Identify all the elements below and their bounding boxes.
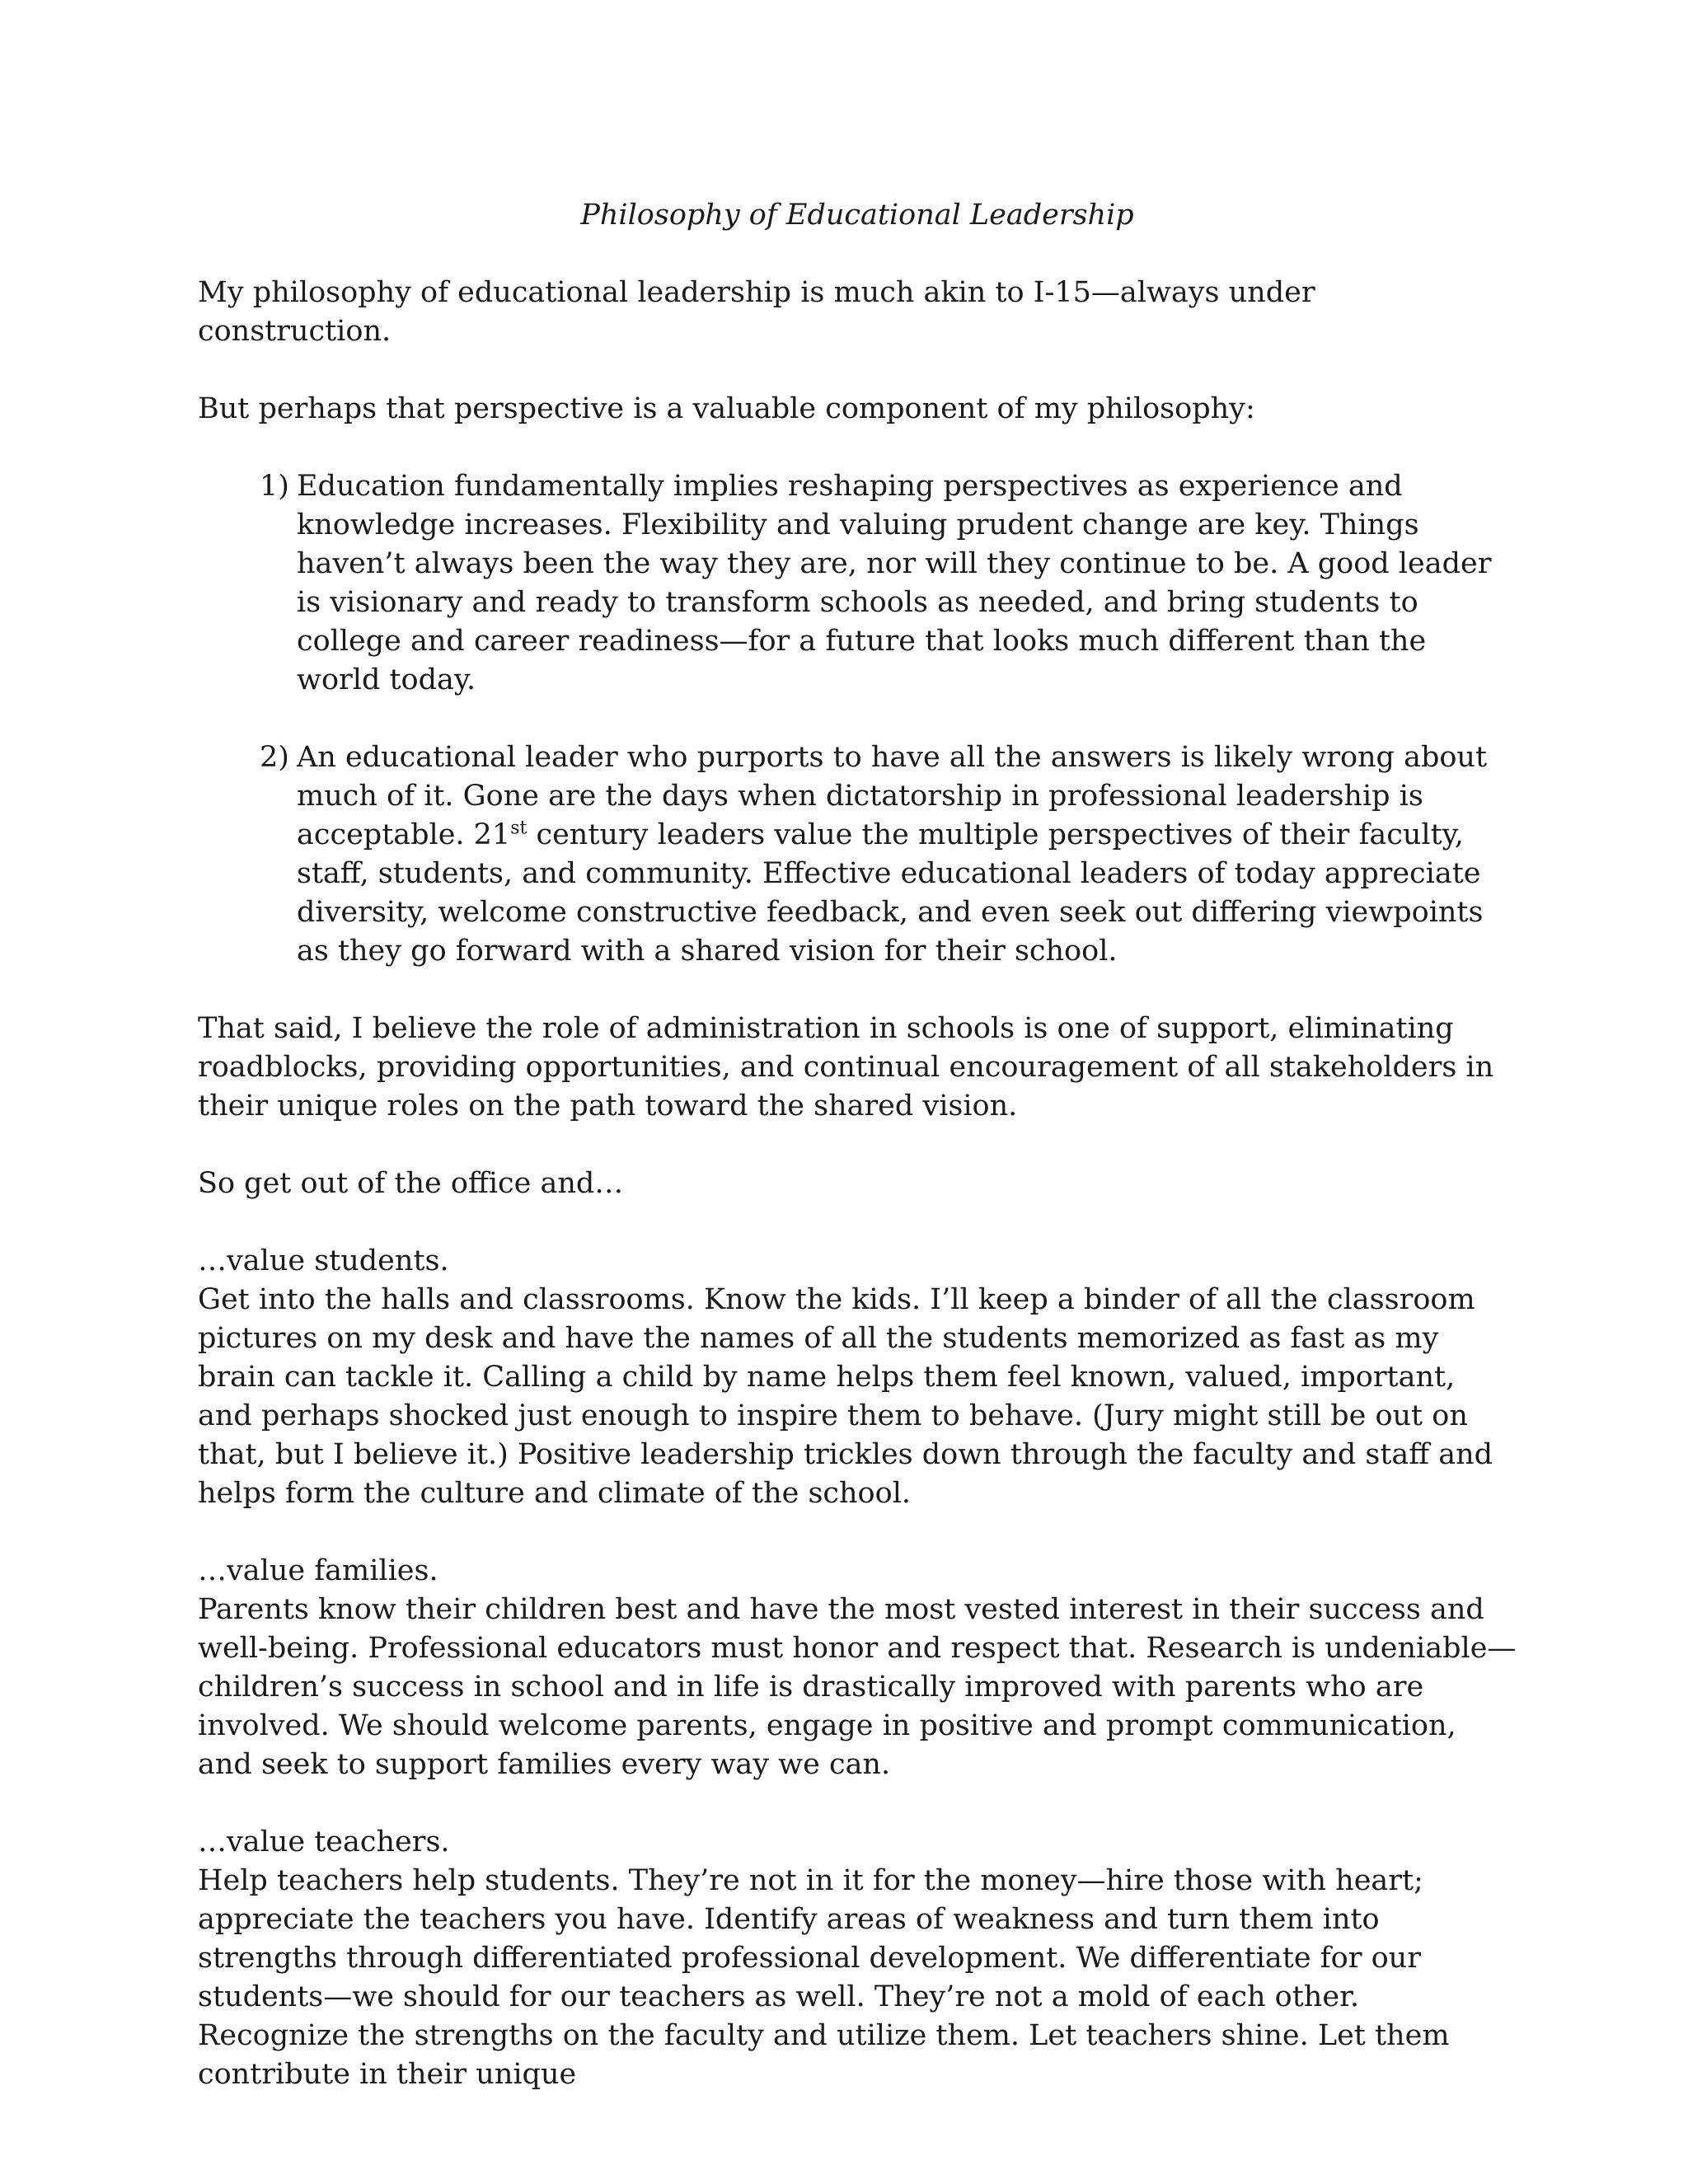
point-number: 2): [260, 741, 289, 774]
section-heading: …value teachers.: [198, 1825, 450, 1858]
point-text: [297, 741, 1487, 968]
point-number: 1): [260, 470, 289, 503]
point-item: [260, 738, 1517, 971]
section-body: Get into the halls and classrooms. Know the kids. I’ll keep a binder of all the classroom pictures on my desk and have the names of all the students memorized as fast as my brain can tackle it. Calling a child by name helps them feel known, valued, important, and perhaps shocked just enough to inspire them to behave. (Jury might still be out on that, but I believe it.) Positive leadership trickles down through the faculty and staff and helps form the culture and climate of the school.: [198, 1283, 1493, 1510]
point-text: Education fundamentally implies reshaping perspectives as experience and knowledge increases. Flexibility and valuing prudent change are key. Things haven’t always been the way they are, nor will they continue to be. A good leader is visionary and ready to transform schools as needed, and bring students to college and career readiness—for a future that looks much different than the world today.: [297, 470, 1492, 696]
point-item: [260, 467, 1517, 700]
point-text-end: century leaders value the multiple perspectives of their faculty, staff, students, and community. Effective educational leaders of today appreciate diversity, welcome constructive feedback, and even seek out differing viewpoints as they go forward with a shared vision for their school.: [297, 818, 1484, 968]
section-value-families: [198, 1552, 1517, 1784]
section-heading: …value families.: [198, 1554, 438, 1587]
section-value-teachers: [198, 1823, 1517, 2094]
ordinal-superscript: st: [510, 818, 528, 839]
section-heading: …value students.: [198, 1244, 449, 1277]
numbered-points: [198, 467, 1517, 971]
transition-paragraph: So get out of the office and…: [198, 1167, 624, 1200]
document-body: [198, 196, 1517, 2133]
role-paragraph: That said, I believe the role of administration in schools is one of support, eliminating roadblocks, providing opportunities, and continual encouragement of all stakeholders in their unique roles on the path toward the shared vision.: [198, 1012, 1494, 1122]
document-title: Philosophy of Educational Leadership: [580, 199, 1134, 232]
section-body: Parents know their children best and have the most vested interest in their success and well-being. Professional educators must honor and respect that. Research is undeniable—children’s success in school and in life is drastically improved with parents who are involved. We should welcome parents, engage in positive and prompt communication, and seek to support families every way we can.: [198, 1593, 1517, 1781]
point-text-start: An educational leader who purports to have all the answers is likely wrong about much of it. Gone are the days when dictatorship in professional leadership is acceptable. 21: [297, 741, 1488, 851]
section-body: Help teachers help students. They’re not in it for the money—hire those with heart; appreciate the teachers you have. Identify areas of weakness and turn them into strengths through differentiated professional development. We differentiate for our students—we should for our teachers as well. They’re not a mold of each other. Recognize the strengths on the faculty and utilize them. Let teachers shine. Let them contribute in their unique: [198, 1864, 1450, 2091]
intro-paragraph: My philosophy of educational leadership is much akin to I-15—always under construction.: [198, 276, 1315, 348]
lead-in-paragraph: But perhaps that perspective is a valuable component of my philosophy:: [198, 392, 1255, 425]
section-value-students: [198, 1242, 1517, 1513]
